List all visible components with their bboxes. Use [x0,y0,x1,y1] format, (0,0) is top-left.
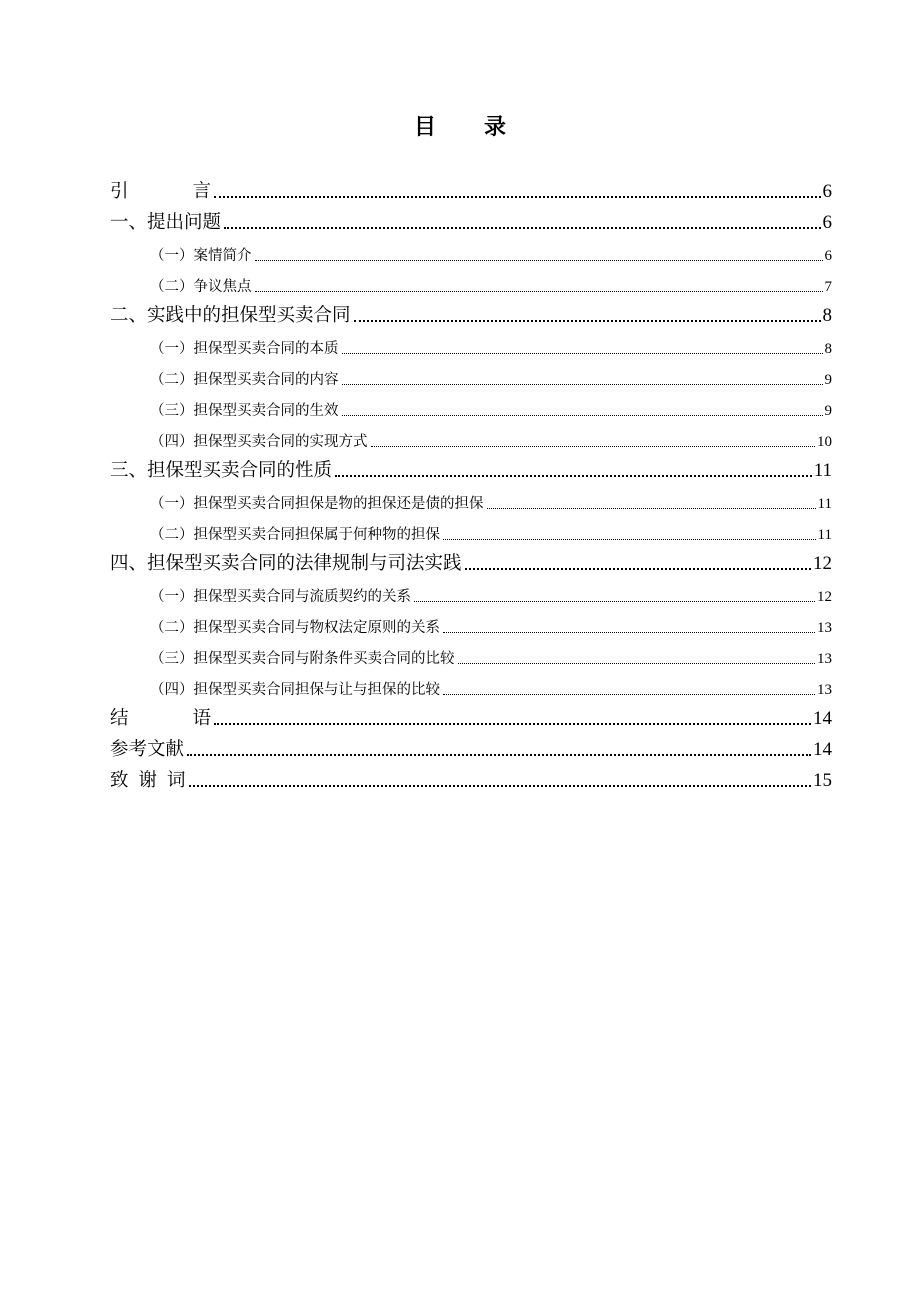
toc-entry-acknowledgements[interactable] [110,763,832,794]
page-title-char-2: 录 [484,115,555,140]
toc-entry-introduction[interactable] [110,174,832,205]
dot-leader [342,353,823,354]
toc-entry-label: 三、担保型买卖合同的性质 [110,460,333,481]
toc-entry-label: 二、实践中的担保型买卖合同 [110,305,351,326]
toc-entry-page: 11 [817,527,832,543]
toc-entry-page: 9 [824,372,832,388]
toc-entry-page: 6 [822,212,832,233]
toc-entry-page: 14 [813,739,832,760]
toc-entry-label: 参考文献 [110,739,185,760]
toc-entry-page: 11 [817,496,832,512]
toc-entry-section-2-1[interactable] [110,329,832,360]
toc-entry-section-2-2[interactable] [110,360,832,391]
toc-entry-page: 12 [817,589,832,605]
toc-entry-section-4-3[interactable] [110,639,832,670]
table-of-contents [110,174,832,794]
dot-leader [335,475,812,477]
toc-entry-section-3-1[interactable] [110,484,832,515]
dot-leader [371,446,816,447]
dot-leader [342,415,823,416]
toc-entry-section-3[interactable] [110,453,832,484]
dot-leader [443,539,816,540]
dot-leader [487,508,816,509]
toc-entry-label: （一）担保型买卖合同与流质契约的关系 [150,589,411,605]
toc-entry-label: （二）担保型买卖合同与物权法定原则的关系 [150,620,440,636]
toc-entry-page: 13 [817,682,832,698]
dot-leader [443,694,815,695]
toc-entry-label: （三）担保型买卖合同与附条件买卖合同的比较 [150,651,455,667]
toc-entry-page: 8 [824,341,832,357]
page-title [0,114,920,142]
toc-entry-label: （四）担保型买卖合同担保与让与担保的比较 [150,682,440,698]
page-title-char-1: 目 [413,115,484,140]
dot-leader [354,320,821,322]
dot-leader [443,632,815,633]
toc-entry-label: （四）担保型买卖合同的实现方式 [150,434,368,450]
dot-leader [414,601,815,602]
toc-entry-label: （二）担保型买卖合同担保属于何种物的担保 [150,527,440,543]
toc-entry-section-2-4[interactable] [110,422,832,453]
toc-entry-page: 13 [817,620,832,636]
toc-entry-section-1-1[interactable] [110,236,832,267]
toc-entry-section-2[interactable] [110,298,832,329]
toc-entry-references[interactable] [110,732,832,763]
toc-entry-page: 11 [813,460,832,481]
dot-leader [214,723,811,725]
toc-entry-section-2-3[interactable] [110,391,832,422]
toc-entry-label: （三）担保型买卖合同的生效 [150,403,339,419]
dot-leader [255,260,823,261]
toc-entry-page: 15 [813,770,832,791]
toc-entry-label: 致 谢 词 [110,770,186,791]
toc-entry-label: （一）案情简介 [150,248,252,264]
toc-entry-label: （二）争议焦点 [150,279,252,295]
dot-leader [224,227,820,229]
dot-leader [465,568,811,570]
toc-entry-page: 8 [822,305,832,326]
toc-entry-page: 13 [817,651,832,667]
toc-entry-section-4-1[interactable] [110,577,832,608]
toc-entry-conclusion[interactable] [110,701,832,732]
toc-entry-page: 9 [824,403,832,419]
dot-leader [214,196,820,198]
dot-leader [187,754,811,756]
toc-entry-section-4-2[interactable] [110,608,832,639]
toc-entry-page: 6 [822,181,832,202]
toc-entry-label: 一、提出问题 [110,212,222,233]
toc-entry-section-1-2[interactable] [110,267,832,298]
toc-entry-section-4[interactable] [110,546,832,577]
dot-leader [189,785,811,787]
dot-leader [458,663,816,664]
toc-entry-page: 12 [813,553,832,574]
toc-entry-page: 10 [817,434,832,450]
toc-entry-label: （二）担保型买卖合同的内容 [150,372,339,388]
toc-entry-section-1[interactable] [110,205,832,236]
toc-entry-page: 14 [813,708,832,729]
dot-leader [255,291,823,292]
toc-entry-page: 6 [824,248,832,264]
toc-entry-label: （一）担保型买卖合同担保是物的担保还是债的担保 [150,496,484,512]
toc-entry-label: 结 语 [110,708,212,729]
toc-entry-section-3-2[interactable] [110,515,832,546]
toc-entry-label: 引 言 [110,181,212,202]
toc-entry-page: 7 [824,279,832,295]
toc-entry-section-4-4[interactable] [110,670,832,701]
dot-leader [342,384,823,385]
toc-entry-label: 四、担保型买卖合同的法律规制与司法实践 [110,553,462,574]
toc-entry-label: （一）担保型买卖合同的本质 [150,341,339,357]
